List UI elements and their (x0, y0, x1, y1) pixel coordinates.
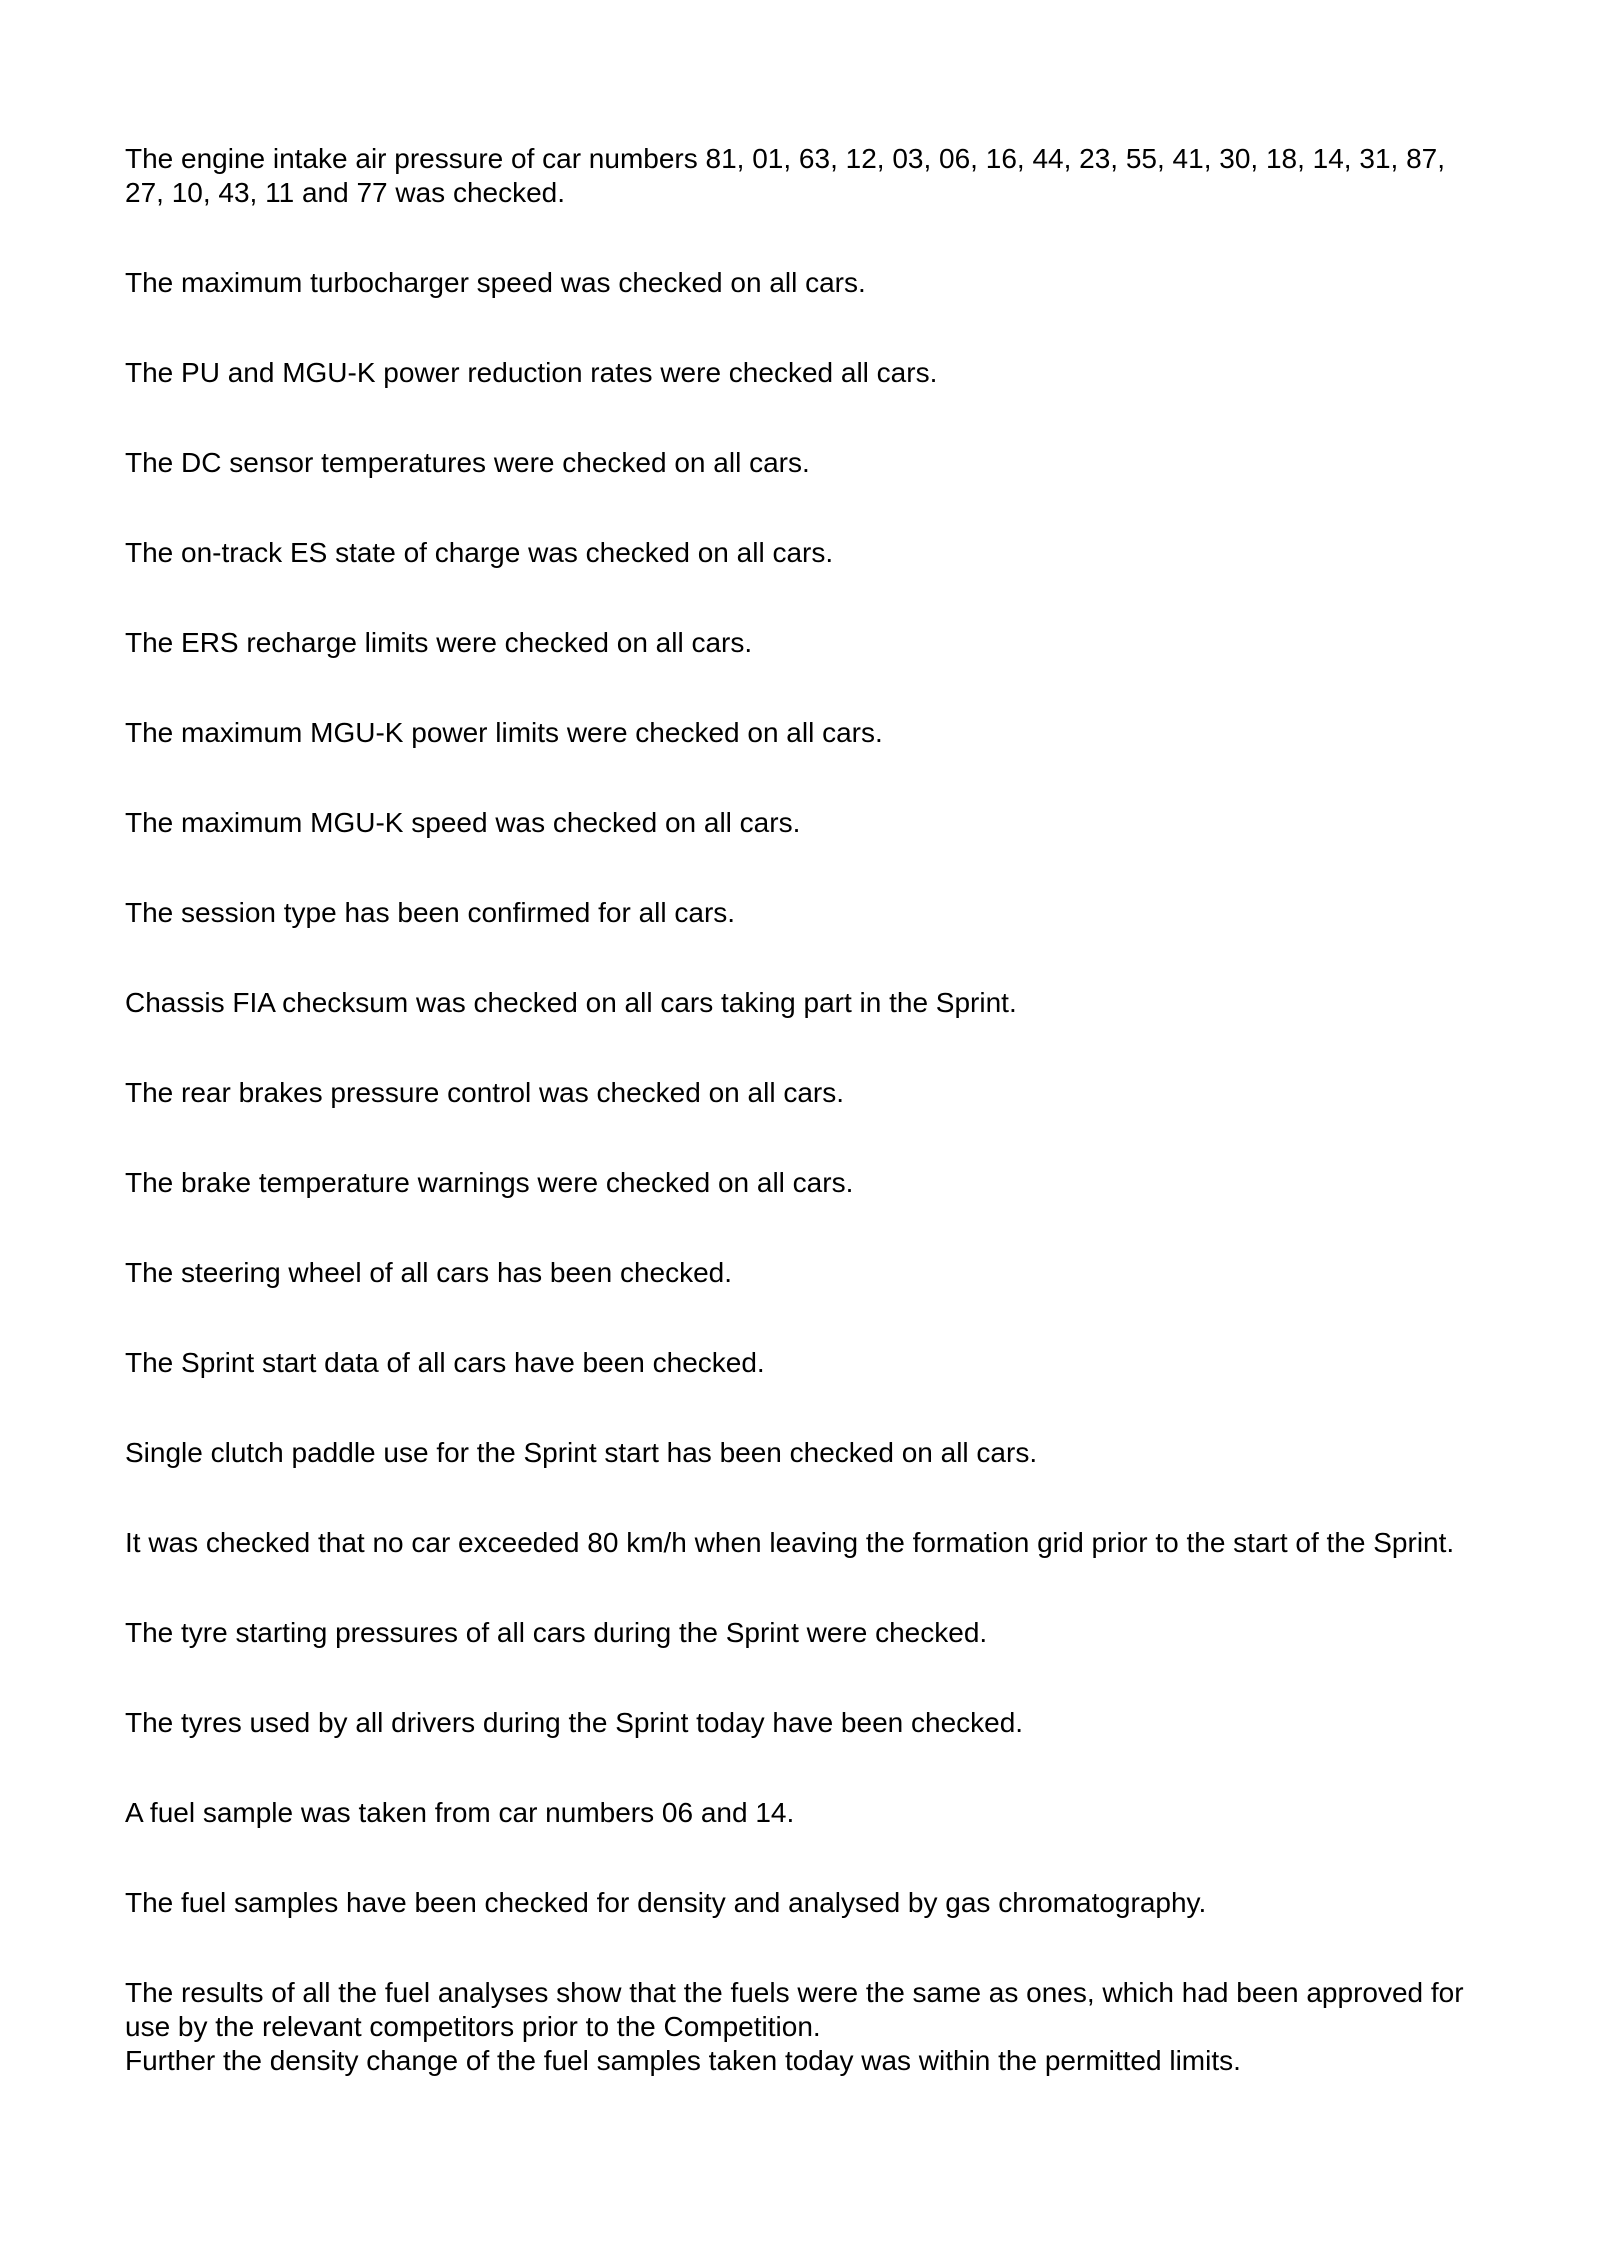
paragraph-intake-air-pressure: The engine intake air pressure of car numbers 81, 01, 63, 12, 03, 06, 16, 44, 23, 55, 41, 30, 18, 14, 31, 87, 27, 10, 43, 11 and 77 was checked. (125, 143, 1445, 208)
paragraph-rear-brakes-pressure: The rear brakes pressure control was checked on all cars. (125, 1077, 844, 1108)
paragraph-session-type: The session type has been confirmed for all cars. (125, 897, 736, 928)
paragraph-es-state-of-charge: The on-track ES state of charge was checked on all cars. (125, 537, 834, 568)
paragraph-single-clutch-paddle: Single clutch paddle use for the Sprint start has been checked on all cars. (125, 1437, 1038, 1468)
paragraph-ers-recharge-limits: The ERS recharge limits were checked on all cars. (125, 627, 753, 658)
paragraph-fuel-sample: A fuel sample was taken from car numbers 06 and 14. (125, 1797, 795, 1828)
paragraph-brake-temperature-warnings: The brake temperature warnings were checked on all cars. (125, 1167, 854, 1198)
paragraph-fuel-density-analysis: The fuel samples have been checked for density and analysed by gas chromatography. (125, 1887, 1207, 1918)
paragraph-sprint-start-data: The Sprint start data of all cars have been checked. (125, 1347, 765, 1378)
paragraph-mgu-k-speed: The maximum MGU-K speed was checked on all cars. (125, 807, 801, 838)
paragraph-density-change: Further the density change of the fuel samples taken today was within the permitted limits. (125, 2045, 1241, 2076)
paragraph-turbocharger-speed: The maximum turbocharger speed was checked on all cars. (125, 267, 866, 298)
paragraph-dc-sensor-temperatures: The DC sensor temperatures were checked on all cars. (125, 447, 810, 478)
paragraph-power-reduction-rates: The PU and MGU-K power reduction rates were checked all cars. (125, 357, 938, 388)
document-body (125, 142, 1485, 2078)
paragraph-formation-grid-speed: It was checked that no car exceeded 80 km/h when leaving the formation grid prior to the start of the Sprint. (125, 1527, 1455, 1558)
paragraph-fuel-analyses-results: The results of all the fuel analyses show that the fuels were the same as ones, which had been approved for use by the relevant competitors prior to the Competition. (125, 1977, 1464, 2042)
paragraph-tyres-used: The tyres used by all drivers during the Sprint today have been checked. (125, 1707, 1024, 1738)
paragraph-chassis-checksum: Chassis FIA checksum was checked on all cars taking part in the Sprint. (125, 987, 1017, 1018)
paragraph-steering-wheel: The steering wheel of all cars has been checked. (125, 1257, 733, 1288)
paragraph-mgu-k-power-limits: The maximum MGU-K power limits were checked on all cars. (125, 717, 883, 748)
paragraph-tyre-starting-pressures: The tyre starting pressures of all cars during the Sprint were checked. (125, 1617, 988, 1648)
